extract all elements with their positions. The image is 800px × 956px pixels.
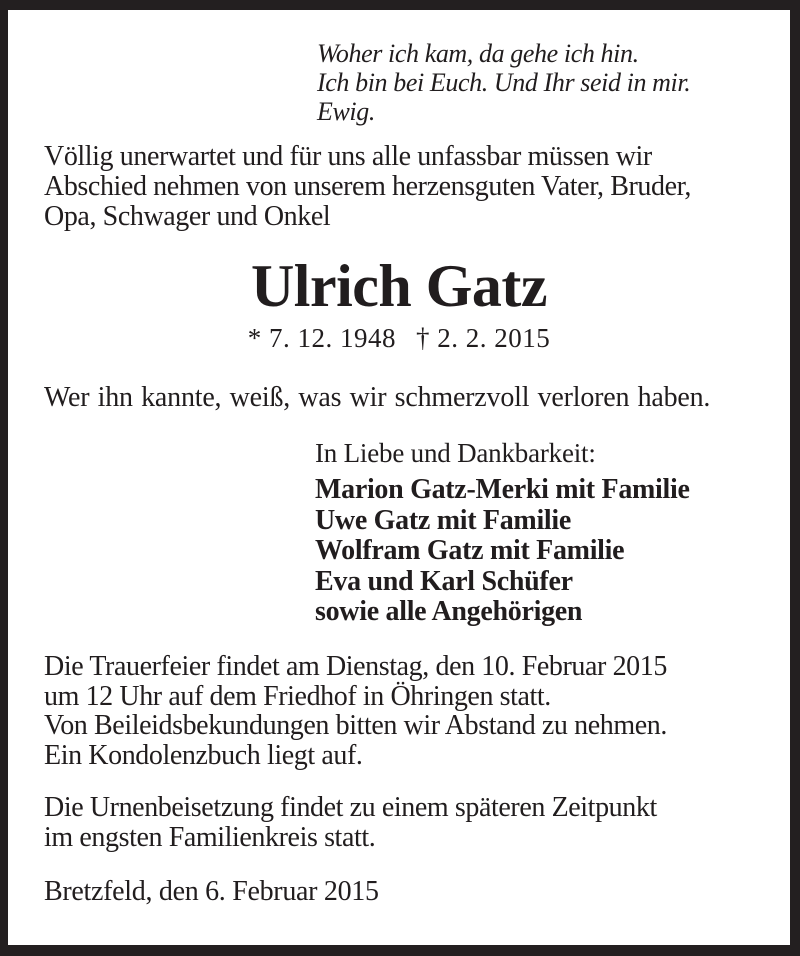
mourner-name: Marion Gatz-Merki mit Familie [315,474,690,505]
epigraph-line: Ewig. [317,97,375,126]
dateline: Bretzfeld, den 6. Februar 2015 [44,876,379,907]
funeral-line: Ein Kondolenzbuch liegt auf. [44,739,363,771]
tribute-line: Wer ihn kannte, weiß, was wir schmerzvoll verloren haben. [44,382,711,413]
mourner-name: sowie alle Angehörigen [315,596,583,627]
life-dates [8,323,790,354]
funeral-info [44,652,667,770]
burial-line: Die Urnenbeisetzung findet zu einem späteren Zeitpunkt [44,792,657,823]
mourners-block [315,438,690,628]
burial-info [44,793,657,852]
funeral-line: Von Beileidsbekundungen bitten wir Abstand zu nehmen. [44,710,667,741]
mourner-name: Uwe Gatz mit Familie [315,504,572,536]
intro-line: Opa, Schwager und Onkel [44,201,331,232]
mourner-name: Eva und Karl Schüfer [315,565,573,597]
mourner-name: Wolfram Gatz mit Familie [315,535,625,566]
mourners-heading: In Liebe und Dankbarkeit: [315,438,596,468]
mourner-names [315,475,690,628]
intro-line: Abschied nehmen von unserem herzensguten Vater, Bruder, [44,171,692,202]
epigraph [317,39,690,126]
intro-paragraph [44,142,691,232]
intro-line: Völlig unerwartet und für uns alle unfassbar müssen wir [44,141,652,172]
funeral-line: um 12 Uhr auf dem Friedhof in Öhringen statt. [44,680,551,712]
death-date: † 2. 2. 2015 [416,323,551,353]
funeral-line: Die Trauerfeier findet am Dienstag, den 10. Februar 2015 [44,651,667,682]
epigraph-line: Woher ich kam, da gehe ich hin. [317,39,639,68]
burial-line: im engsten Familienkreis statt. [44,821,376,853]
deceased-name: Ulrich Gatz [250,253,548,319]
birth-date: * 7. 12. 1948 [247,323,396,353]
epigraph-line: Ich bin bei Euch. Und Ihr seid in mir. [317,68,691,97]
